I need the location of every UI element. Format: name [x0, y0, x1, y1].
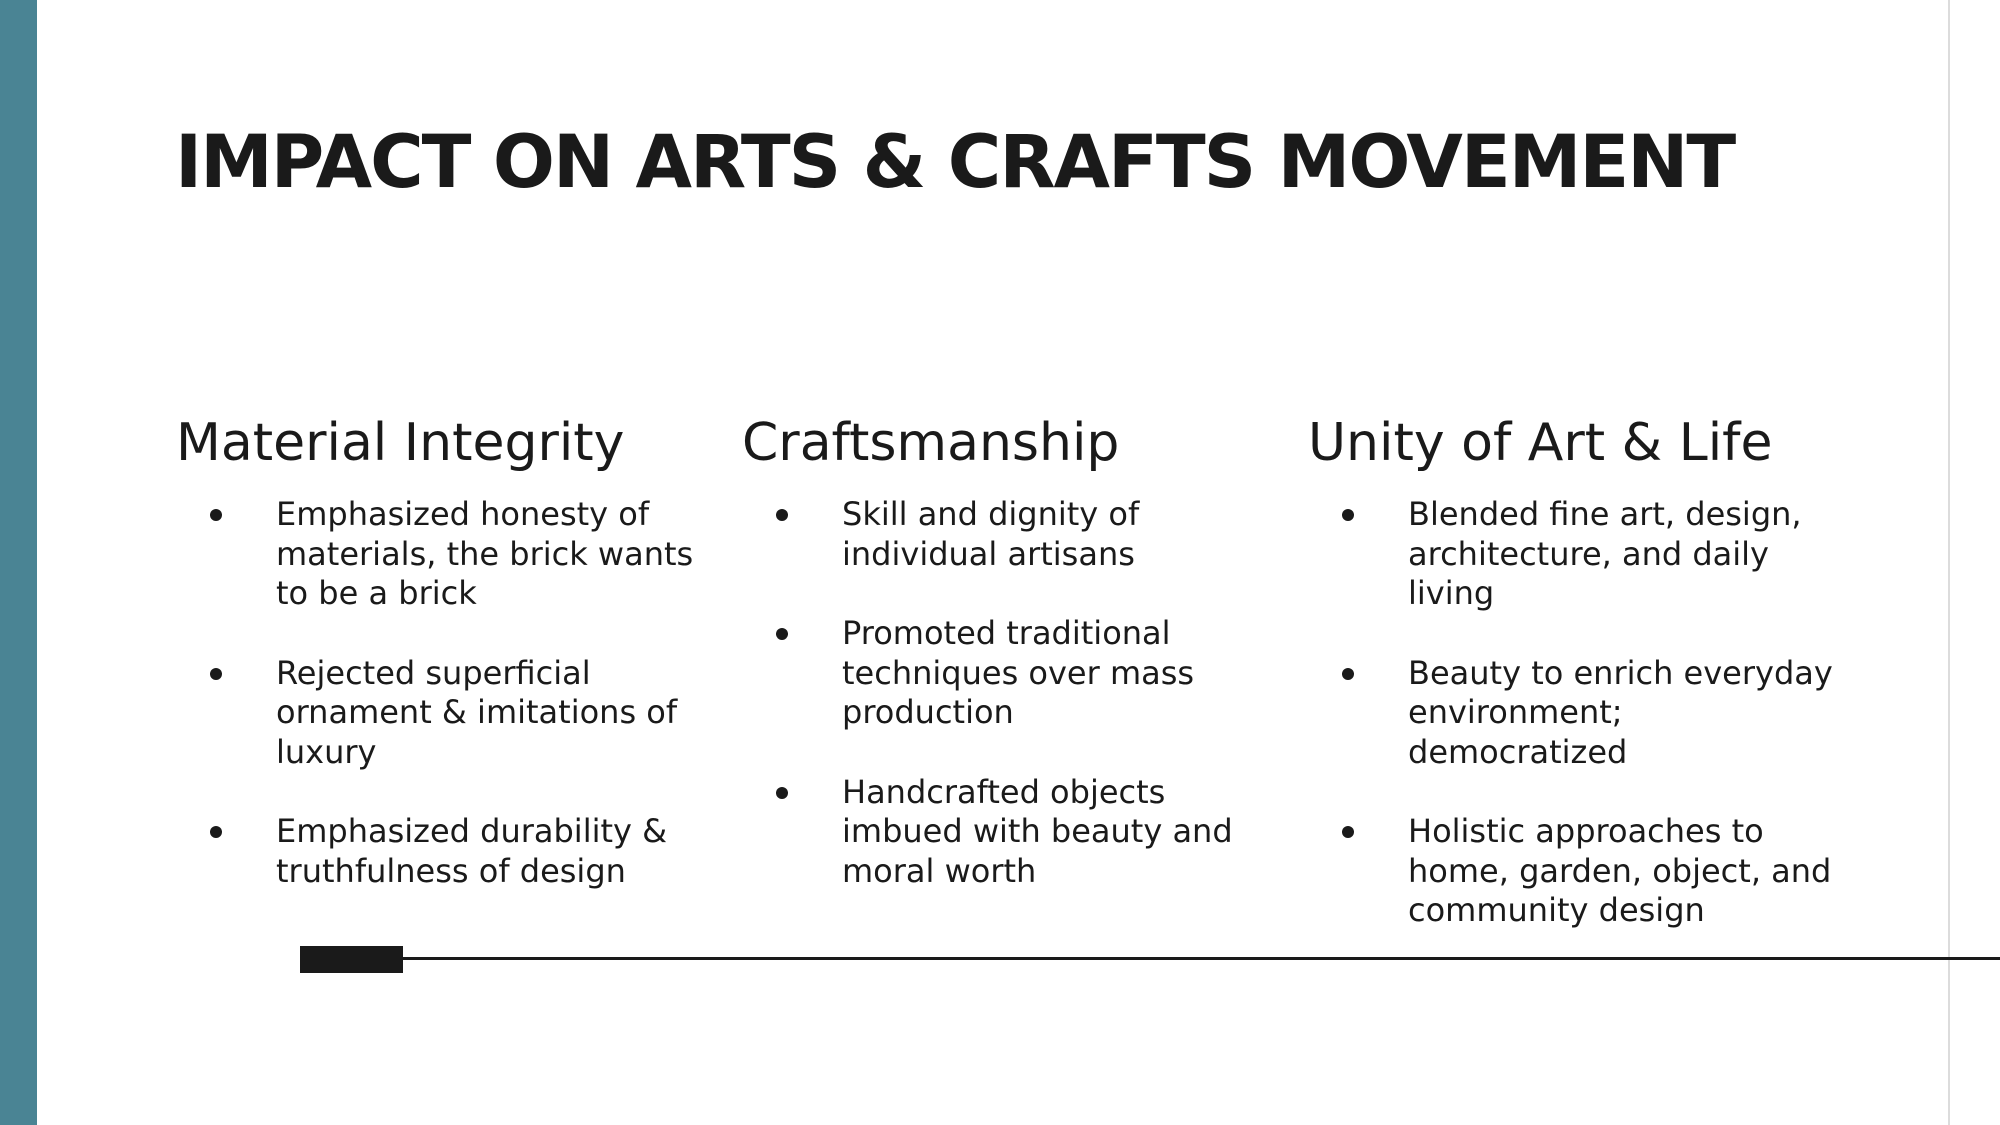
column-heading: Unity of Art & Life	[1308, 413, 1773, 473]
bullet-text: Emphasized durability & truthfulness of design	[276, 812, 668, 890]
bullet-item	[742, 495, 1282, 574]
bullet-dot-icon	[776, 628, 788, 640]
bullet-item	[742, 773, 1282, 892]
bullet-list	[176, 495, 706, 891]
bullet-item	[176, 812, 706, 891]
bullet-text: Skill and dignity of individual artisans	[842, 495, 1140, 573]
column-material-integrity	[176, 405, 706, 931]
bullet-text: Handcrafted objects imbued with beauty and moral worth	[842, 772, 1233, 890]
column-heading: Craftsmanship	[742, 413, 1120, 473]
slide-title: IMPACT ON ARTS & CRAFTS MOVEMENT	[175, 120, 1735, 205]
column-unity-of-art-and-life	[1308, 405, 1848, 971]
column-heading: Material Integrity	[176, 413, 625, 473]
left-accent-bar	[0, 0, 37, 1125]
bullet-item	[176, 495, 706, 614]
bullet-dot-icon	[1342, 509, 1354, 521]
bullet-item	[1308, 812, 1848, 931]
bullet-list	[742, 495, 1282, 891]
bullet-dot-icon	[1342, 826, 1354, 838]
divider-line	[300, 957, 2000, 960]
bullet-dot-icon	[1342, 668, 1354, 680]
bullet-item	[1308, 495, 1848, 614]
bullet-text: Rejected superficial ornament & imitations of luxury	[276, 653, 678, 771]
bullet-text: Holistic approaches to home, garden, object, and community design	[1408, 812, 1832, 929]
bullet-dot-icon	[210, 509, 222, 521]
bullet-item	[1308, 654, 1848, 773]
bullet-dot-icon	[210, 668, 222, 680]
bullet-dot-icon	[776, 509, 788, 521]
column-craftsmanship	[742, 405, 1282, 931]
bullet-text: Promoted traditional techniques over mass production	[842, 614, 1195, 731]
bullet-item	[742, 614, 1282, 733]
bullet-text: Blended fine art, design, architecture, and daily living	[1408, 495, 1802, 612]
bullet-item	[176, 654, 706, 773]
divider-accent-block	[300, 946, 403, 973]
bullet-dot-icon	[776, 787, 788, 799]
bullet-list	[1308, 495, 1848, 931]
bullet-dot-icon	[210, 826, 222, 838]
bullet-text: Beauty to enrich everyday environment; democratized	[1408, 653, 1833, 771]
bullet-text: Emphasized honesty of materials, the brick wants to be a brick	[276, 495, 694, 612]
